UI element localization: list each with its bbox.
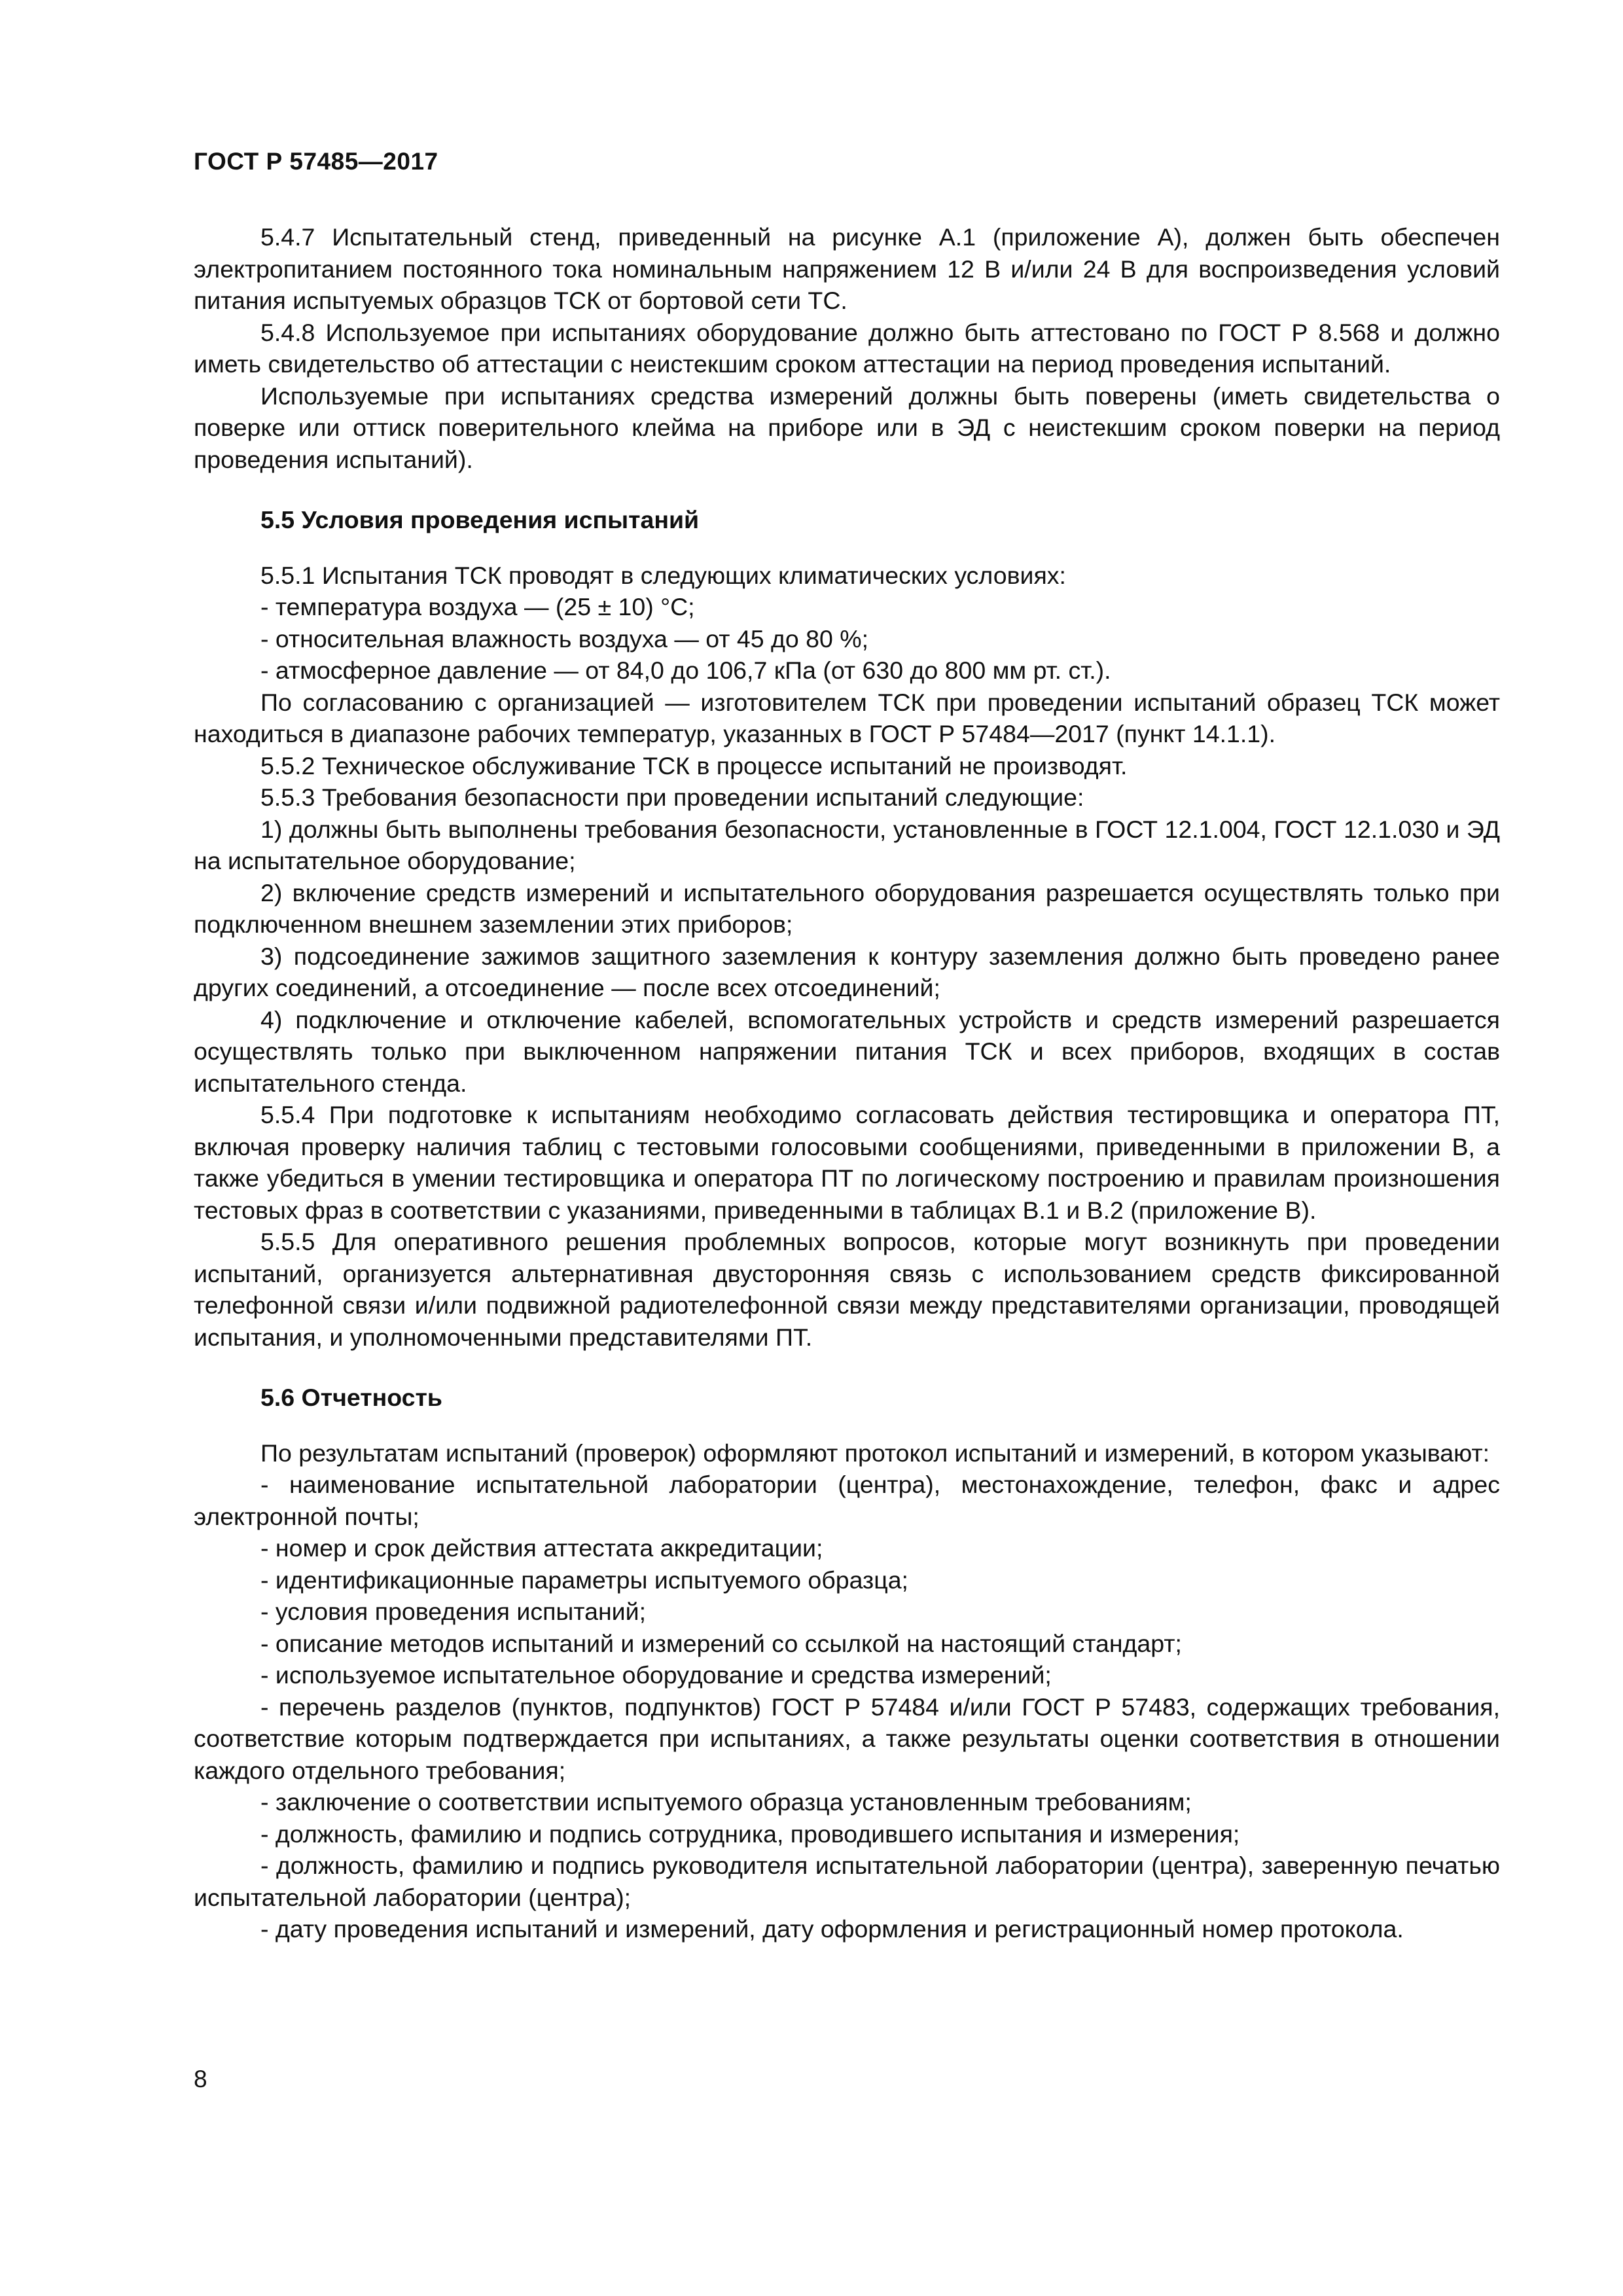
body-paragraph: - атмосферное давление — от 84,0 до 106,7 кПа (от 630 до 800 мм рт. ст.). [260,656,1111,684]
body-paragraph: - должность, фамилию и подпись сотрудника, проводившего испытания и измерения; [260,1820,1240,1848]
body-paragraph: 5.5.2 Техническое обслуживание ТСК в процессе испытаний не производят. [260,751,1128,780]
body-paragraph: - условия проведения испытаний; [260,1598,646,1625]
body-paragraph: - относительная влажность воздуха — от 45 до 80 %; [260,624,869,653]
body-paragraph: 2) включение средств измерений и испытательного оборудования разрешается осуществлять только при подключенном внешнем заземлении этих приборов; [194,878,1500,938]
body-paragraph: 4) подключение и отключение кабелей, вспомогательных устройств и средств измерений разрешается осуществлять только при выключенном напряжении питания ТСК и всех приборов, входящих в состав испытательного стенда. [194,1005,1500,1097]
body-paragraph: - описание методов испытаний и измерений со ссылкой на настоящий стандарт; [260,1629,1182,1657]
body-paragraph: 3) подсоединение зажимов защитного заземления к контуру заземления должно быть проведено ранее других соединений, а отсоединение — после всех отсоединений; [194,942,1500,1001]
document-code-header: ГОСТ Р 57485—2017 [194,148,438,175]
body-paragraph: - перечень разделов (пунктов, подпунктов) ГОСТ Р 57484 и/или ГОСТ Р 57483, содержащих требования, соответствие которым подтверждается при испытаниях, а также результаты оценки соответствия в отношении каждого отдельного требования; [194,1693,1500,1784]
body-paragraph: - заключение о соответствии испытуемого образца установленным требованиям; [260,1788,1192,1816]
body-paragraph: 5.5.1 Испытания ТСК проводят в следующих климатических условиях: [260,561,1066,589]
body-paragraph: - должность, фамилию и подпись руководителя испытательной лаборатории (центра), заверенную печатью испытательной лаборатории (центра); [194,1852,1500,1911]
body-paragraph: 5.5.5 Для оперативного решения проблемных вопросов, которые могут возникнуть при проведении испытаний, организуется альтернативная двусторонняя связь с использованием средств фиксированной телефонной связи и/или подвижной радиотелефонной связи между представителями организации, проводящей испытания, и уполномоченными представителями ПТ. [194,1228,1500,1351]
body-paragraph: 5.5.4 При подготовке к испытаниям необходимо согласовать действия тестировщика и оператора ПТ, включая проверку наличия таблиц с тестовыми голосовыми сообщениями, приведенными в приложении В, а также убедиться в умении тестировщика и оператора ПТ по логическому построению и правилам произношения тестовых фраз в соответствии с указаниями, приведенными в таблицах В.1 и В.2 (приложение В). [194,1101,1500,1224]
body-paragraph: 5.4.7 Испытательный стенд, приведенный на рисунке А.1 (приложение А), должен быть обеспечен электропитанием постоянного тока номинальным напряжением 12 В и/или 24 В для воспроизведения условий питания испытуемых образцов ТСК от бортовой сети ТС. [194,223,1500,314]
body-paragraph: По согласованию с организацией — изготовителем ТСК при проведении испытаний образец ТСК может находиться в диапазоне рабочих температур, указанных в ГОСТ Р 57484—2017 (пункт 14.1.1). [194,688,1500,747]
body-paragraph: По результатам испытаний (проверок) оформляют протокол испытаний и измерений, в котором указывают: [260,1439,1490,1467]
body-paragraph: - температура воздуха — (25 ± 10) °С; [260,593,695,620]
body-paragraph: - используемое испытательное оборудование и средства измерений; [260,1661,1052,1689]
body-paragraph: - идентификационные параметры испытуемого образца; [260,1566,908,1594]
document-body [194,221,1500,1945]
section-heading: 5.6 Отчетность [260,1384,442,1411]
body-paragraph: - номер и срок действия аттестата аккредитации; [260,1534,823,1562]
body-paragraph: 1) должны быть выполнены требования безопасности, установленные в ГОСТ 12.1.004, ГОСТ 12.1.030 и ЭД на испытательное оборудование; [194,815,1500,874]
body-paragraph: - наименование испытательной лаборатории (центра), местонахождение, телефон, факс и адрес электронной почты; [194,1471,1500,1530]
body-paragraph: 5.5.3 Требования безопасности при проведении испытаний следующие: [260,783,1084,811]
page-number: 8 [194,2066,207,2092]
body-paragraph: Используемые при испытаниях средства измерений должны быть поверены (иметь свидетельства о поверке или оттиск поверительного клейма на приборе или в ЭД с неистекшим сроком поверки на период проведения испытаний). [194,382,1500,473]
body-paragraph: - дату проведения испытаний и измерений, дату оформления и регистрационный номер протокола. [260,1915,1404,1943]
section-heading: 5.5 Условия проведения испытаний [260,506,700,533]
body-paragraph: 5.4.8 Используемое при испытаниях оборудование должно быть аттестовано по ГОСТ Р 8.568 и должно иметь свидетельство об аттестации с неистекшим сроком аттестации на период проведения испытаний. [194,318,1500,378]
